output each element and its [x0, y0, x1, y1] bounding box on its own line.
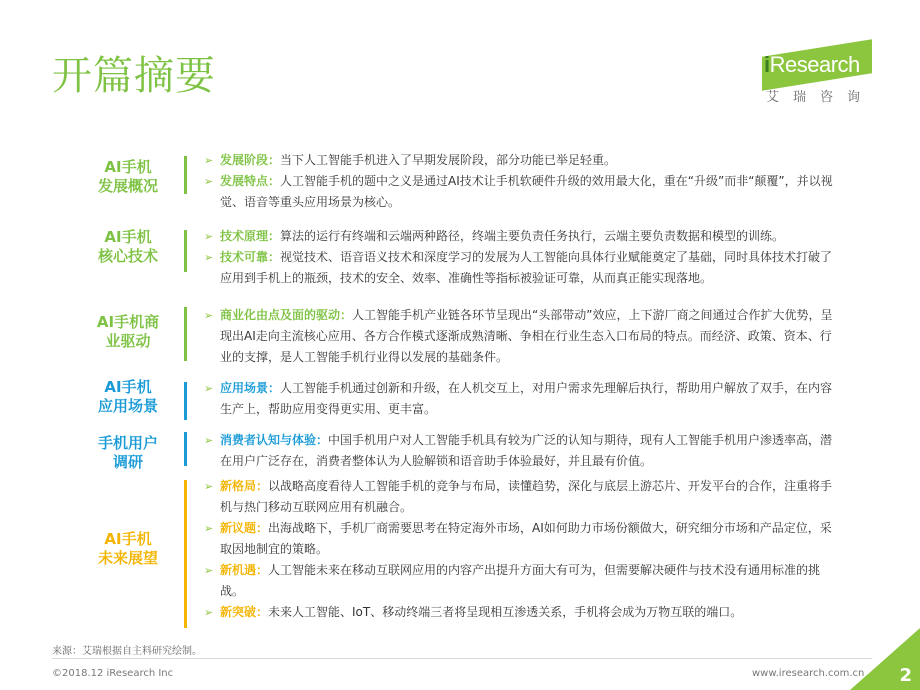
bullet-item: [204, 150, 840, 171]
bullet-text: 人工智能手机通过创新和升级，在人机交互上，对用户需求先理解后执行，帮助用户解放了双手，在内容生产上，帮助应用变得更实用、更丰富。: [220, 381, 833, 416]
bullet-text: 中国手机用户对人工智能手机具有较为广泛的认知与期待，现有人工智能手机用户渗透率高，潜在用户广泛存在，消费者整体认为人脸解锁和语音助手体验最好，并且最有价值。: [220, 433, 833, 468]
section-items: [204, 476, 840, 623]
section-bar: [184, 156, 187, 194]
section-bar: [184, 307, 187, 361]
footer-divider: [52, 658, 872, 659]
bullet-keyword: 新机遇：: [220, 563, 269, 577]
bullet-item: [204, 560, 840, 602]
bullet-item: [204, 602, 840, 623]
bullet-item: [204, 171, 840, 213]
section-category: AI手机 核心技术: [97, 228, 158, 265]
bullet-arrow-icon: ➢: [204, 564, 214, 577]
logo-prefix: i: [764, 52, 770, 77]
bullet-item: [204, 226, 840, 247]
bullet-arrow-icon: ➢: [204, 309, 214, 322]
section-items: [204, 305, 840, 368]
bullet-keyword: 发展阶段：: [220, 153, 281, 167]
section-bar: [184, 230, 187, 272]
section-category: AI手机 应用场景: [97, 378, 158, 415]
bullet-arrow-icon: ➢: [204, 606, 214, 619]
bullet-text: 出海战略下，手机厂商需要思考在特定海外市场，AI如何助力市场份额做大，研究细分市场和产品定位，采取因地制宜的策略。: [220, 521, 832, 556]
bullet-keyword: 商业化由点及面的驱动：: [220, 308, 353, 322]
logo-text: [764, 52, 860, 78]
bullet-item: [204, 378, 840, 420]
bullet-arrow-icon: ➢: [204, 251, 214, 264]
page-title: 开篇摘要: [52, 53, 216, 99]
bullet-item: [204, 518, 840, 560]
logo-name: Research: [769, 52, 860, 77]
bullet-item: [204, 305, 840, 368]
copyright: ©2018.12 iResearch Inc: [52, 668, 174, 679]
bullet-keyword: 新突破：: [220, 605, 269, 619]
section-bar: [184, 480, 187, 628]
bullet-text: 算法的运行有终端和云端两种路径，终端主要负责任务执行，云端主要负责数据和模型的训练。: [280, 229, 785, 243]
source-note: 来源：艾瑞根据自主料研究绘制。: [52, 646, 202, 657]
bullet-item: [204, 476, 840, 518]
bullet-item: [204, 247, 840, 289]
section-category: 手机用户 调研: [97, 434, 158, 471]
bullet-text: 当下人工智能手机进入了早期发展阶段，部分功能已举足轻重。: [280, 153, 617, 167]
bullet-arrow-icon: ➢: [204, 480, 214, 493]
bullet-arrow-icon: ➢: [204, 382, 214, 395]
bullet-arrow-icon: ➢: [204, 230, 214, 243]
bullet-keyword: 新议题：: [220, 521, 269, 535]
bullet-arrow-icon: ➢: [204, 154, 214, 167]
section-items: [204, 378, 840, 420]
section-category: AI手机商 业驱动: [96, 313, 160, 350]
bullet-keyword: 消费者认知与体验：: [220, 433, 329, 447]
logo-subtitle: 艾瑞咨询: [766, 90, 875, 105]
iresearch-logo: [752, 48, 877, 108]
section-bar: [184, 382, 187, 420]
bullet-arrow-icon: ➢: [204, 522, 214, 535]
section-items: [204, 150, 840, 213]
section-category: AI手机 发展概况: [97, 158, 158, 195]
bullet-keyword: 技术原理：: [220, 229, 281, 243]
section-category: AI手机 未来展望: [97, 530, 158, 567]
bullet-text: 视觉技术、语音语义技术和深度学习的发展为人工智能向具体行业赋能奠定了基础，同时具体技术打破了应用到手机上的瓶颈，技术的安全、效率、准确性等指标被验证可靠，从而真正能实现落地。: [220, 250, 833, 285]
bullet-text: 以战略高度看待人工智能手机的竞争与布局，读懂趋势，深化与底层上游芯片、开发平台的合作，注重将手机与热门移动互联网应用有机融合。: [220, 479, 833, 514]
bullet-text: 人工智能手机的题中之义是通过AI技术让手机软硬件升级的效用最大化，重在“升级”而非“颠覆”，并以视觉、语音等重头应用场景为核心。: [220, 174, 833, 209]
bullet-text: 人工智能未来在移动互联网应用的内容产出提升方面大有可为，但需要解决硬件与技术没有通用标准的挑战。: [220, 563, 821, 598]
bullet-keyword: 应用场景：: [220, 381, 281, 395]
bullet-keyword: 新格局：: [220, 479, 269, 493]
bullet-arrow-icon: ➢: [204, 175, 214, 188]
bullet-keyword: 发展特点：: [220, 174, 281, 188]
section-items: [204, 430, 840, 472]
bullet-arrow-icon: ➢: [204, 434, 214, 447]
bullet-item: [204, 430, 840, 472]
bullet-text: 未来人工智能、IoT、移动终端三者将呈现相互渗透关系，手机将会成为万物互联的端口。: [268, 605, 743, 619]
section-items: [204, 226, 840, 289]
section-bar: [184, 432, 187, 466]
bullet-keyword: 技术可靠：: [220, 250, 281, 264]
website: www.iresearch.com.cn: [752, 668, 865, 679]
bullet-text: 人工智能手机产业链各环节呈现出“头部带动”效应，上下游厂商之间通过合作扩大优势，呈现出AI走向主流核心应用、各方合作模式逐渐成熟清晰、争相在行业生态入口布局的特点。而经济、政策、资本、行业的支撑，是人工智能手机行业得以发展的基础条件。: [220, 308, 833, 364]
page-number: 2: [899, 665, 912, 686]
